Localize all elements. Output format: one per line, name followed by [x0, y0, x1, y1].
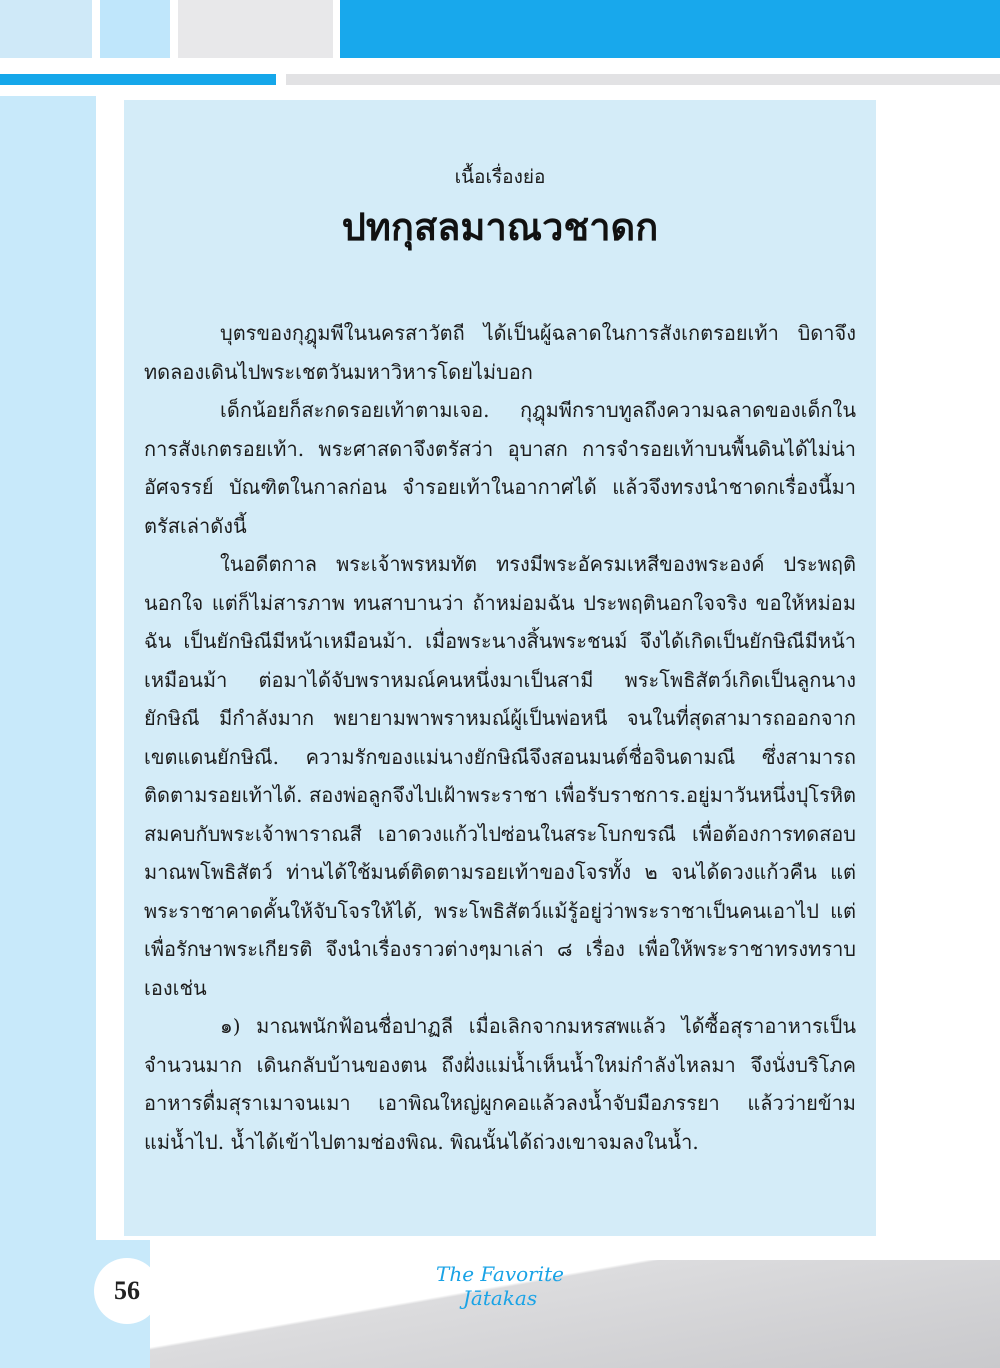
header-band-pale-blue: [100, 0, 170, 58]
paragraph-1: บุตรของกุฎุมพีในนครสาวัตถี ได้เป็นผู้ฉลาดในการสังเกตรอยเท้า บิดาจึงทดลองเดินไปพระเชตวันมหาวิหารโดยไม่บอก: [144, 321, 856, 384]
header-rule-grey: [286, 74, 1000, 85]
header-band-grey: [178, 0, 333, 58]
paragraph-2: เด็กน้อยก็สะกดรอยเท้าตามเจอ. กุฎุมพีกราบทูลถึงความฉลาดของเด็กในการสังเกตรอยเท้า. พระศาสดาจึงตรัสว่า อุบาสก การจำรอยเท้าบนพื้นดินได้ไม่น่าอัศจรรย์ บัณฑิตในกาลก่อน จำรอยเท้าในอากาศได้ แล้วจึงทรงนำชาดกเรื่องนี้มาตรัสเล่าดังนี้: [144, 398, 856, 538]
header-rule-blue: [0, 74, 276, 85]
paragraph-3: ในอดีตกาล พระเจ้าพรหมทัต ทรงมีพระอัครมเหสีของพระองค์ ประพฤตินอกใจ แต่ก็ไม่สารภาพ ทนสาบานว่า ถ้าหม่อมฉัน ประพฤตินอกใจจริง ขอให้หม่อมฉัน เป็นยักษิณีมีหน้าเหมือนม้า. เมื่อพระนางสิ้นพระชนม์ จึงได้เกิดเป็นยักษิณีมีหน้าเหมือนม้า ต่อมาได้จับพราหมณ์คนหนึ่งมาเป็นสามี พระโพธิสัตว์เกิดเป็นลูกนางยักษิณี มีกำลังมาก พยายามพาพราหมณ์ผู้เป็นพ่อหนี จนในที่สุดสามารถออกจากเขตแดนยักษิณี. ความรักของแม่นางยักษิณีจึงสอนมนต์ชื่อจินดามณี ซึ่งสามารถติดตามรอยเท้าได้. สองพ่อลูกจึงไปเฝ้าพระราชา เพื่อรับราชการ.อยู่มาวันหนึ่งปุโรหิตสมคบกับพระเจ้าพาราณสี เอาดวงแก้วไปซ่อนในสระโบกขรณี เพื่อต้องการทดสอบมาณพโพธิสัตว์ ท่านได้ใช้มนต์ติดตามรอยเท้าของโจรทั้ง ๒ จนได้ดวงแก้วคืน แต่พระราชาคาดคั้นให้จับโจรให้ได้, พระโพธิสัตว์แม้รู้อยู่ว่าพระราชาเป็นคนเอาไป แต่เพื่อรักษาพระเกียรติ จึงนำเรื่องราวต่างๆมาเล่า ๘ เรื่อง เพื่อให้พระราชาทรงทราบเองเช่น: [144, 552, 856, 1000]
section-eyebrow: เนื้อเรื่องย่อ: [454, 166, 546, 188]
page-number-badge: [94, 1258, 160, 1324]
story-body: [144, 314, 856, 1161]
header-band-blue: [340, 0, 1000, 58]
left-side-panel: [0, 96, 96, 1246]
page-number: 56: [114, 1276, 140, 1305]
header-band-light: [0, 0, 92, 58]
page-title: ปทกุสลมาณวชาดก: [341, 204, 659, 249]
series-title: The Favorite Jātakas: [435, 1262, 565, 1310]
content-card: [124, 100, 876, 1236]
paragraph-4: ๑) มาณพนักฟ้อนชื่อปาฏลี เมื่อเลิกจากมหรสพแล้ว ได้ซื้อสุราอาหารเป็นจำนวนมาก เดินกลับบ้านของตน ถึงฝั่งแม่น้ำเห็นน้ำใหม่กำลังไหลมา จึงนั่งบริโภคอาหารดื่มสุราเมาจนเมา เอาพิณใหญ่ผูกคอแล้วลงน้ำจับมือภรรยา แล้วว่ายข้ามแม่น้ำไป. น้ำได้เข้าไปตามช่องพิณ. พิณนั้นได้ถ่วงเขาจมลงในน้ำ.: [144, 1014, 856, 1154]
